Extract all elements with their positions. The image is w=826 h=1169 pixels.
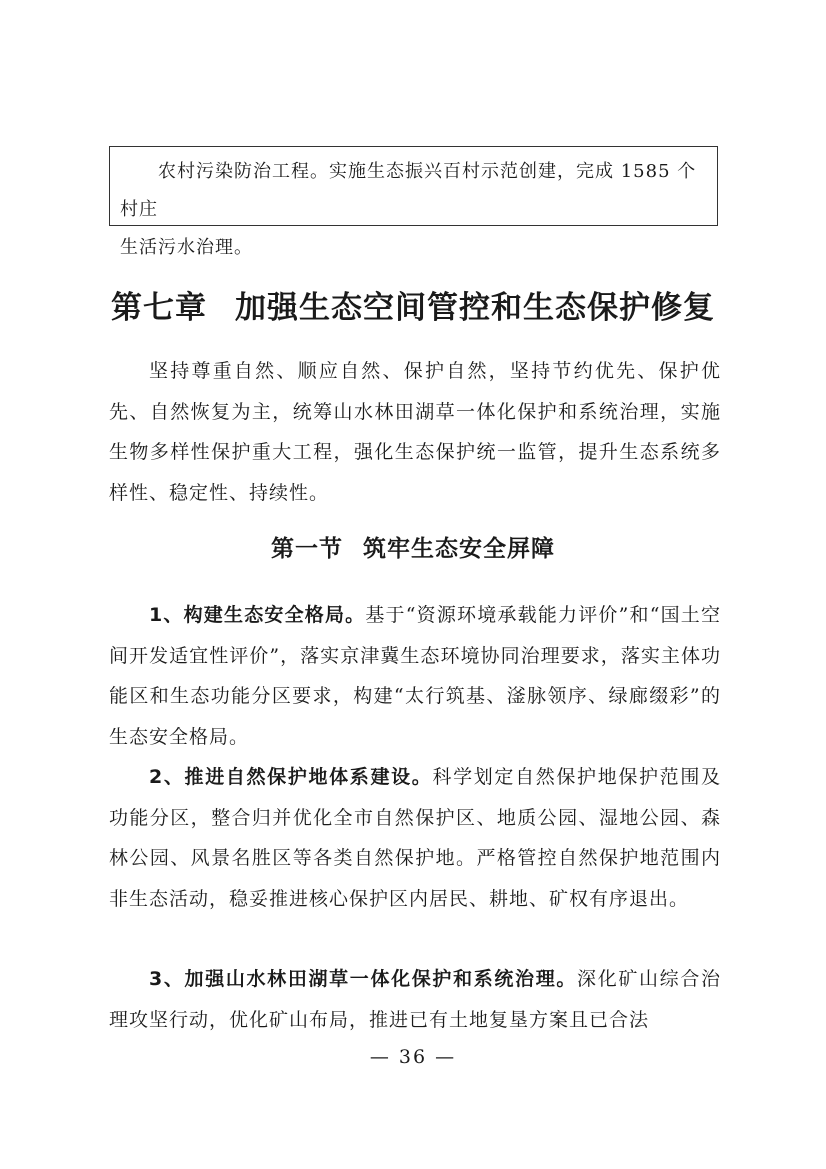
chapter-number: 第七章	[111, 290, 207, 326]
item-lead-2: 2、推进自然保护地体系建设。	[149, 766, 433, 788]
page-number: — 36 —	[369, 1046, 457, 1068]
boxed-line-2: 生活污水治理。	[120, 237, 253, 258]
item-lead-3: 3、加强山水林田湖草一体化保护和系统治理。	[149, 968, 578, 990]
item-paragraph-2	[109, 757, 721, 919]
item-lead-1: 1、构建生态安全格局。	[149, 604, 366, 626]
chapter-heading	[0, 282, 826, 327]
item-body-3: 深化矿山综合治理攻坚行动，优化矿山布局，推进已有土地复垦方案且已合法	[109, 968, 721, 1031]
item-body-1: 基于“资源环境承载能力评价”和“国土空间开发适宜性评价”，落实京津冀生态环境协同治理要求，落实主体功能区和生态功能分区要求，构建“太行筑基、滏脉领序、绿廊缀彩”的生态安全格局。	[109, 604, 721, 748]
boxed-excerpt	[109, 146, 718, 258]
boxed-line-1: 农村污染防治工程。实施生态振兴百村示范创建，完成 1585 个村庄	[120, 161, 697, 220]
chapter-title: 加强生态空间管控和生态保护修复	[235, 290, 715, 326]
item-body-2: 科学划定自然保护地保护范围及功能分区，整合归并优化全市自然保护区、地质公园、湿地公园、森林公园、风景名胜区等各类自然保护地。严格管控自然保护地范围内非生态活动，稳妥推进核心保护区内居民、耕地、矿权有序退出。	[109, 766, 721, 910]
section-title: 筑牢生态安全屏障	[363, 535, 555, 562]
intro-paragraph: 坚持尊重自然、顺应自然、保护自然，坚持节约优先、保护优先、自然恢复为主，统筹山水林田湖草一体化保护和系统治理，实施生物多样性保护重大工程，强化生态保护统一监管，提升生态系统多样性、稳定性、持续性。	[109, 360, 721, 504]
section-number: 第一节	[271, 535, 343, 562]
section-heading	[0, 530, 826, 563]
item-paragraph-3	[109, 959, 721, 1040]
item-paragraph-1	[109, 595, 721, 757]
